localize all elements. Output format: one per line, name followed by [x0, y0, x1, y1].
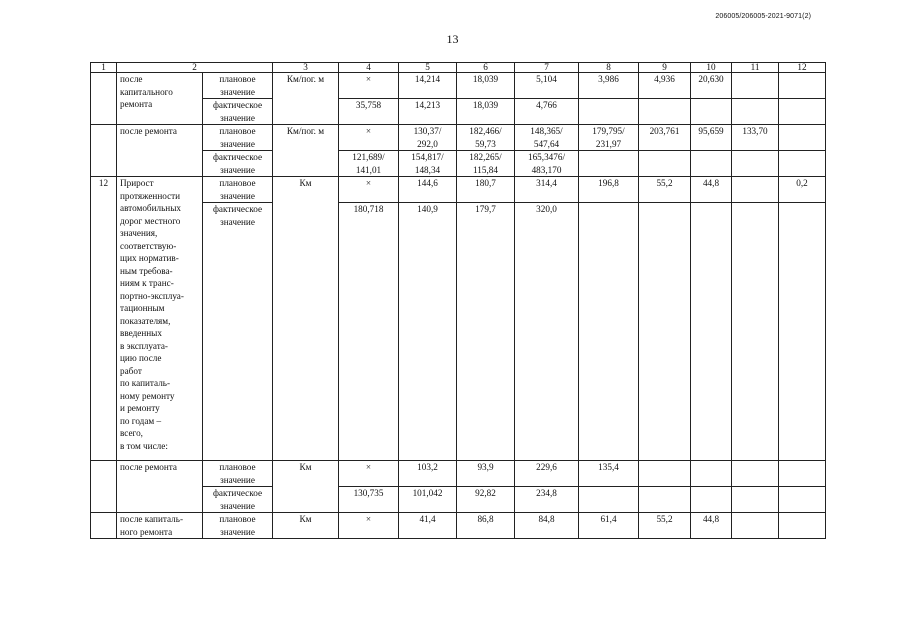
value-cell: 18,039	[457, 99, 515, 125]
value-cell	[779, 99, 826, 125]
text-line: в эксплуата-	[120, 340, 168, 351]
value-cell: 180,7	[457, 177, 515, 203]
text-line: портно-эксплуа-	[120, 290, 184, 301]
value-cell: 320,0	[515, 203, 579, 461]
value-cell: 14,214	[399, 73, 457, 99]
text-line: 115,84	[473, 164, 498, 175]
indicator-cell	[117, 461, 203, 513]
value-cell: 18,039	[457, 73, 515, 99]
text-line: фактическое	[212, 100, 263, 110]
column-number: 11	[732, 63, 779, 73]
value-cell: 196,8	[579, 177, 639, 203]
value-cell: ×	[339, 73, 399, 99]
text-line: 165,3476/	[527, 152, 565, 162]
text-line: плановое	[219, 514, 256, 524]
value-cell	[339, 151, 399, 177]
value-cell	[639, 487, 691, 513]
text-line: плановое	[219, 178, 256, 188]
text-line: фактическое	[212, 488, 263, 498]
text-line: и ремонту	[120, 403, 160, 413]
value-cell: 14,213	[399, 99, 457, 125]
value-cell	[579, 203, 639, 461]
value-cell: 55,2	[639, 513, 691, 539]
value-cell: ×	[339, 461, 399, 487]
value-cell	[691, 99, 732, 125]
fact-label	[203, 151, 273, 177]
text-line: значение	[220, 164, 255, 175]
value-cell: 35,758	[339, 99, 399, 125]
text-line: значение	[220, 86, 255, 97]
fact-label	[203, 487, 273, 513]
value-cell: 61,4	[579, 513, 639, 539]
value-cell: 4,766	[515, 99, 579, 125]
text-line: плановое	[219, 74, 256, 84]
text-line: 292,0	[417, 138, 438, 149]
value-cell	[732, 177, 779, 203]
fact-label	[203, 99, 273, 125]
value-cell	[691, 125, 732, 151]
value-cell: 20,630	[691, 73, 732, 99]
value-cell	[732, 125, 779, 151]
text-line: значение	[220, 500, 255, 511]
text-line: 121,689/	[352, 152, 385, 162]
data-table	[90, 62, 826, 539]
text-line: после ремонта	[120, 126, 177, 136]
value-cell	[515, 125, 579, 151]
column-number: 8	[579, 63, 639, 73]
text-line: 547,64	[533, 138, 560, 149]
value-cell	[579, 487, 639, 513]
value-cell: 0,2	[779, 177, 826, 203]
text-line: протяженности	[120, 190, 181, 201]
value-cell: 41,4	[399, 513, 457, 539]
value-cell: 103,2	[399, 461, 457, 487]
value-cell	[691, 203, 732, 461]
value-cell: 135,4	[579, 461, 639, 487]
value-cell	[779, 73, 826, 99]
text-line: фактическое	[212, 204, 263, 214]
value-cell: 92,82	[457, 487, 515, 513]
value-cell	[691, 487, 732, 513]
table-row	[91, 73, 826, 99]
value-cell: 140,9	[399, 203, 457, 461]
table-row	[91, 513, 826, 539]
value-cell	[639, 125, 691, 151]
text-line: показателям,	[120, 315, 171, 326]
value-cell	[732, 203, 779, 461]
text-line: ремонта	[120, 99, 153, 109]
text-line: ниям к транс-	[120, 278, 174, 288]
text-line: значение	[220, 138, 255, 149]
unit-cell: Км	[273, 513, 339, 539]
text-line: 154,817/	[411, 152, 444, 162]
text-line: работ	[120, 365, 142, 376]
text-line: ×	[365, 126, 372, 136]
column-number: 9	[639, 63, 691, 73]
text-line: 148,365/	[530, 126, 563, 136]
value-cell: ×	[339, 513, 399, 539]
text-line: автомобильных	[120, 203, 181, 213]
text-line: значение	[220, 190, 255, 201]
value-cell	[779, 203, 826, 461]
value-cell	[779, 151, 826, 177]
row-number-cell	[91, 125, 117, 177]
text-line: ным требова-	[120, 265, 173, 276]
text-line: 59,73	[475, 138, 496, 149]
value-cell	[732, 487, 779, 513]
table-row	[91, 461, 826, 487]
text-line: 203,761	[649, 126, 680, 136]
row-number-cell	[91, 513, 117, 539]
value-cell: 144,6	[399, 177, 457, 203]
column-number: 5	[399, 63, 457, 73]
column-number: 4	[339, 63, 399, 73]
value-cell	[732, 461, 779, 487]
unit-cell: Км	[273, 461, 339, 513]
text-line: плановое	[219, 126, 256, 136]
column-number: 3	[273, 63, 339, 73]
column-number: 6	[457, 63, 515, 73]
value-cell: 84,8	[515, 513, 579, 539]
value-cell	[779, 487, 826, 513]
value-cell: 44,8	[691, 513, 732, 539]
value-cell	[691, 461, 732, 487]
text-line: 483,170	[531, 164, 562, 175]
header-row	[91, 63, 826, 73]
value-cell	[732, 73, 779, 99]
text-line: цию после	[120, 353, 162, 363]
table-row	[91, 177, 826, 203]
text-line: 130,37/	[413, 126, 442, 136]
value-cell: 93,9	[457, 461, 515, 487]
plan-label	[203, 513, 273, 539]
value-cell: 179,7	[457, 203, 515, 461]
text-line: ному ремонту	[120, 390, 175, 401]
value-cell	[457, 151, 515, 177]
value-cell	[399, 151, 457, 177]
text-line: введенных	[120, 328, 162, 338]
value-cell	[691, 151, 732, 177]
value-cell: 55,2	[639, 177, 691, 203]
unit-cell: Км/пог. м	[273, 125, 339, 177]
value-cell	[732, 99, 779, 125]
table-row	[91, 125, 826, 151]
text-line: 133,70	[742, 126, 768, 136]
value-cell: 3,986	[579, 73, 639, 99]
value-cell: 5,104	[515, 73, 579, 99]
column-number: 7	[515, 63, 579, 73]
text-line: плановое	[219, 462, 256, 472]
plan-label	[203, 73, 273, 99]
text-line: по годам –	[120, 415, 162, 426]
text-line: 148,34	[414, 164, 441, 175]
document-id: 206005/206005-2021-9071(2)	[715, 13, 811, 20]
text-line: 179,795/	[592, 126, 625, 136]
value-cell	[639, 461, 691, 487]
row-number-cell: 12	[91, 177, 117, 461]
value-cell: 86,8	[457, 513, 515, 539]
text-line: значение	[220, 526, 255, 537]
text-line: 182,265/	[469, 152, 502, 162]
value-cell: 180,718	[339, 203, 399, 461]
text-line: фактическое	[212, 152, 263, 162]
text-line: ного ремонта	[120, 526, 173, 537]
text-line: капитального	[120, 86, 173, 97]
text-line: значения,	[120, 228, 158, 238]
value-cell	[579, 151, 639, 177]
indicator-cell	[117, 125, 203, 177]
text-line: значение	[220, 216, 255, 227]
indicator-cell	[117, 73, 203, 125]
indicator-cell	[117, 513, 203, 539]
text-line: щих норматив-	[120, 253, 179, 263]
text-line: тационным	[120, 303, 165, 313]
text-line: 141,01	[355, 164, 382, 175]
column-number: 1	[91, 63, 117, 73]
value-cell	[639, 99, 691, 125]
text-line: в том числе:	[120, 440, 168, 451]
text-line: 231,97	[595, 138, 622, 149]
value-cell	[457, 125, 515, 151]
column-number: 12	[779, 63, 826, 73]
value-cell	[779, 513, 826, 539]
value-cell	[639, 151, 691, 177]
text-line: дорог местного	[120, 215, 181, 226]
value-cell	[515, 151, 579, 177]
row-number-cell	[91, 73, 117, 125]
plan-label	[203, 461, 273, 487]
value-cell: ×	[339, 177, 399, 203]
text-line: 182,466/	[469, 126, 502, 136]
text-line: после капиталь-	[120, 514, 184, 524]
value-cell: 314,4	[515, 177, 579, 203]
value-cell	[579, 99, 639, 125]
column-number: 10	[691, 63, 732, 73]
column-number: 2	[117, 63, 273, 73]
text-line: по капиталь-	[120, 378, 171, 388]
text-line: значение	[220, 474, 255, 485]
value-cell: 4,936	[639, 73, 691, 99]
value-cell	[639, 203, 691, 461]
text-line: после	[120, 74, 143, 84]
value-cell: 229,6	[515, 461, 579, 487]
value-cell	[779, 125, 826, 151]
row-number-cell	[91, 461, 117, 513]
unit-cell: Км/пог. м	[273, 73, 339, 125]
value-cell: 130,735	[339, 487, 399, 513]
value-cell	[399, 125, 457, 151]
value-cell	[339, 125, 399, 151]
value-cell	[779, 461, 826, 487]
fact-label	[203, 203, 273, 461]
plan-label	[203, 177, 273, 203]
text-line: всего,	[120, 428, 143, 438]
plan-label	[203, 125, 273, 151]
value-cell	[732, 513, 779, 539]
value-cell	[579, 125, 639, 151]
indicator-cell	[117, 177, 203, 461]
text-line: Прирост	[120, 178, 154, 188]
value-cell	[732, 151, 779, 177]
value-cell: 101,042	[399, 487, 457, 513]
text-line: значение	[220, 112, 255, 123]
value-cell: 234,8	[515, 487, 579, 513]
page-number: 13	[446, 32, 459, 46]
text-line: 95,659	[698, 126, 724, 136]
text-line: после ремонта	[120, 462, 177, 472]
value-cell: 44,8	[691, 177, 732, 203]
text-line: соответствую-	[120, 240, 177, 251]
unit-cell: Км	[273, 177, 339, 461]
